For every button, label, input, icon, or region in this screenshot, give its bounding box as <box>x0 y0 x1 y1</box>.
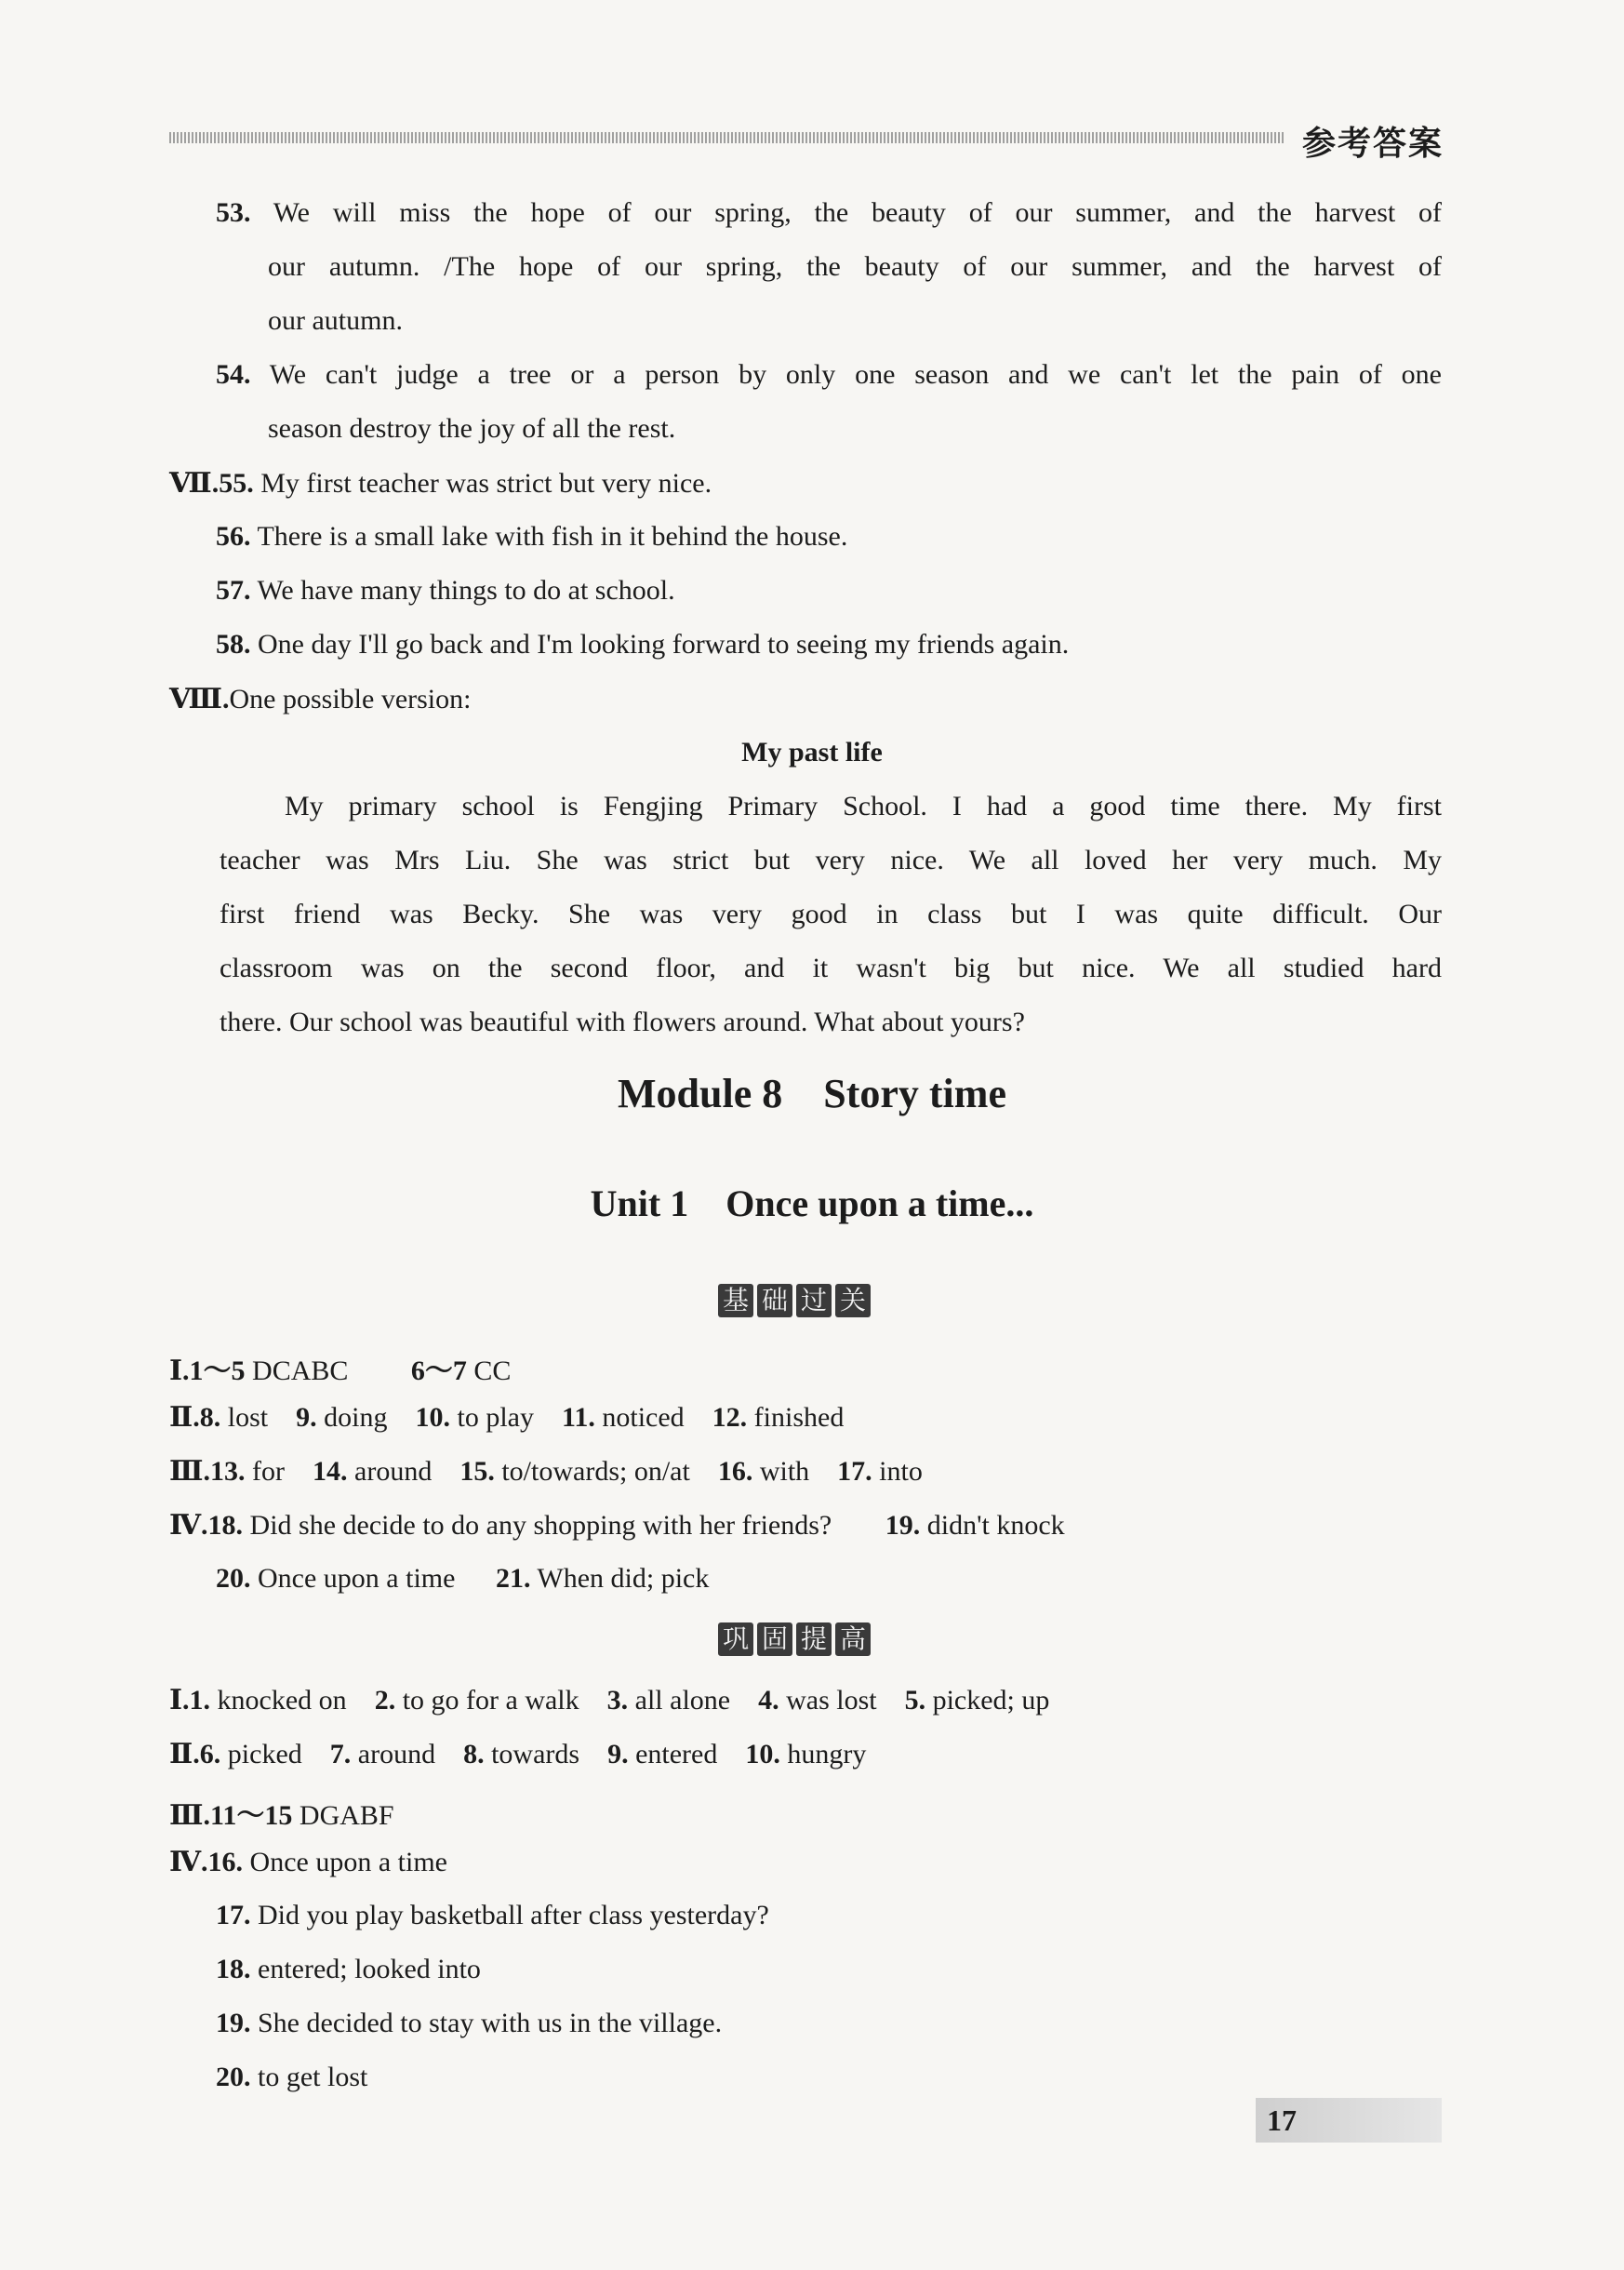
advanced-row-4: Ⅳ.16. Once upon a time <box>169 1847 447 1877</box>
basic-row-2: Ⅱ.8. lost 9. doing 10. to play 11. noticed 12. finished <box>169 1402 845 1433</box>
badge-char: 关 <box>835 1284 871 1317</box>
essay-line: My primary school is Fengjing Primary School. I had a good time there. My first <box>285 791 1442 821</box>
answer-56: 56. There is a small lake with fish in it behind the house. <box>216 521 848 552</box>
advanced-section-badge <box>718 1622 871 1660</box>
header-title: 参考答案 <box>1302 125 1444 163</box>
advanced-row-2: Ⅱ.6. picked 7. around 8. towards 9. entered 10. hungry <box>169 1739 867 1769</box>
basic-row-5: 20. Once upon a time 21. When did; pick <box>216 1563 710 1594</box>
basic-row-1: Ⅰ.1～5 DCABC 6～7 CC <box>169 1355 512 1386</box>
badge-char: 高 <box>835 1622 871 1656</box>
writing-version: Ⅷ.One possible version: <box>169 684 472 714</box>
answer-53-line1: 53. We will miss the hope of our spring, the beauty of our summer, and the harvest of <box>216 197 1442 228</box>
answer-55: Ⅶ.55. My first teacher was strict but very nice. <box>169 468 712 499</box>
badge-char: 过 <box>796 1284 832 1317</box>
answer-58: 58. One day I'll go back and I'm looking forward to seeing my friends again. <box>216 629 1070 660</box>
badge-char: 提 <box>796 1622 832 1656</box>
header-rule <box>169 132 1285 143</box>
essay-line: first friend was Becky. She was very good in class but I was quite difficult. Our <box>220 899 1442 929</box>
essay-line: there. Our school was beautiful with flowers around. What about yours? <box>220 1007 1025 1037</box>
essay-line: classroom was on the second floor, and it wasn't big but nice. We all studied hard <box>220 953 1442 983</box>
advanced-answer-19: 19. She decided to stay with us in the village. <box>216 2008 723 2038</box>
answer-53-line2: our autumn. /The hope of our spring, the beauty of our summer, and the harvest of <box>268 251 1442 282</box>
badge-char: 巩 <box>718 1622 753 1656</box>
basic-section-badge <box>718 1284 871 1321</box>
advanced-answer-20: 20. to get lost <box>216 2062 368 2092</box>
essay-title: My past life <box>741 737 883 768</box>
advanced-answer-18: 18. entered; looked into <box>216 1954 481 1984</box>
answer-57: 57. We have many things to do at school. <box>216 575 675 606</box>
module-title: Module 8 Story time <box>618 1071 1006 1116</box>
answer-54-line2: season destroy the joy of all the rest. <box>268 413 676 444</box>
basic-row-4: Ⅳ.18. Did she decide to do any shopping with her friends? 19. didn't knock <box>169 1510 1065 1541</box>
answer-53-line3: our autumn. <box>268 305 403 336</box>
badge-char: 固 <box>757 1622 792 1656</box>
advanced-answer-17: 17. Did you play basketball after class yesterday? <box>216 1900 769 1930</box>
essay-line: teacher was Mrs Liu. She was strict but very nice. We all loved her very much. My <box>220 845 1442 875</box>
page-number: 17 <box>1256 2098 1442 2143</box>
advanced-row-3: Ⅲ.11～15 DGABF <box>169 1800 394 1831</box>
badge-char: 基 <box>718 1284 753 1317</box>
badge-char: 础 <box>757 1284 792 1317</box>
unit-title: Unit 1 Once upon a time... <box>590 1182 1034 1224</box>
answer-54-line1: 54. We can't judge a tree or a person by only one season and we can't let the pain of one <box>216 359 1442 390</box>
advanced-row-1: Ⅰ.1. knocked on 2. to go for a walk 3. all alone 4. was lost 5. picked; up <box>169 1685 1050 1716</box>
basic-row-3: Ⅲ.13. for 14. around 15. to/towards; on/at 16. with 17. into <box>169 1456 923 1487</box>
